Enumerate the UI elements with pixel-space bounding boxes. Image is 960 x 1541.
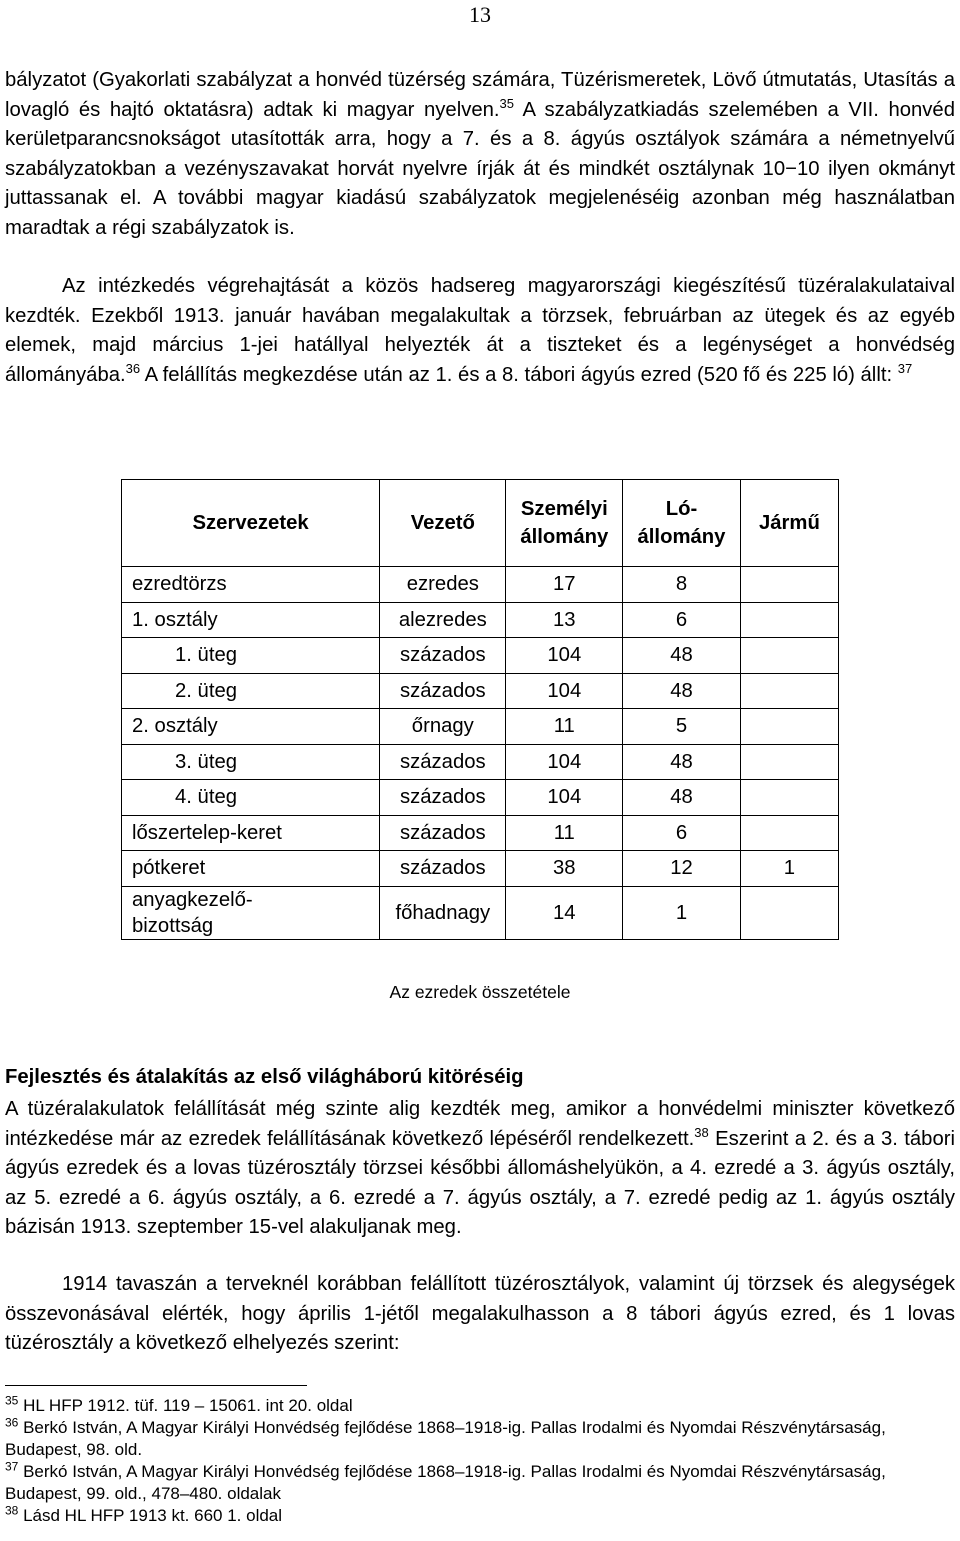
footnote-separator (5, 1385, 307, 1386)
page-number: 13 (469, 2, 491, 27)
cell-vehicles (740, 886, 838, 939)
cell-organization: ezredtörzs (122, 567, 380, 603)
body-paragraph-2 (5, 272, 955, 390)
cell-vehicles (740, 638, 838, 674)
cell-horses: 8 (623, 567, 741, 603)
cell-organization: 4. üteg (122, 780, 380, 816)
header-text: állomány (520, 526, 609, 548)
cell-leader: százados (380, 744, 506, 780)
footnote-ref[interactable]: 38 (694, 1124, 709, 1140)
header-horses (623, 480, 741, 567)
cell-leader: százados (380, 815, 506, 851)
footnote (5, 1395, 955, 1417)
cell-horses: 1 (623, 886, 741, 939)
table-row (122, 602, 839, 638)
table-row (122, 744, 839, 780)
cell-personnel: 14 (506, 886, 623, 939)
cell-organization: lőszertelep-keret (122, 815, 380, 851)
cell-personnel: 104 (506, 673, 623, 709)
cell-vehicles (740, 673, 838, 709)
cell-leader: százados (380, 851, 506, 887)
footnote-text: Berkó István, A Magyar Királyi Honvédség fejlődése 1868–1918-ig. Pallas Irodalmi és Nyomdai Részvénytársaság, Budapest, 98. old. (5, 1418, 886, 1459)
cell-horses: 48 (623, 744, 741, 780)
footnote-number: 37 (5, 1459, 19, 1474)
cell-organization (122, 886, 380, 939)
cell-text: bizottság (132, 914, 214, 937)
cell-personnel: 38 (506, 851, 623, 887)
body-paragraph-4: 1914 tavaszán a terveknél korábban felállított tüzérosztályok, valamint új törzsek és alegységek összevonásával elérték, hogy április 1-jétől megalakulhasson a 8 tábori ágyús ezred, és 1 lovas tüzérosztály a következő elhelyezés szerint: (5, 1273, 955, 1354)
cell-leader: százados (380, 673, 506, 709)
footnote-ref[interactable]: 35 (499, 95, 514, 111)
cell-personnel: 11 (506, 815, 623, 851)
header-personnel (506, 480, 623, 567)
cell-organization: 1. üteg (122, 638, 380, 674)
section-heading: Fejlesztés és átalakítás az első világháború kitöréséig (5, 1066, 524, 1088)
paragraph-text: A tüzéralakulatok felállítását még szinte alig kezdték meg, amikor a honvédelmi miniszter következő intézkedése már az ezredek felállításának következő lépéséről rendelkezett. (5, 1098, 955, 1150)
cell-horses: 6 (623, 815, 741, 851)
cell-vehicles: 1 (740, 851, 838, 887)
footnote (5, 1505, 955, 1527)
paragraph-text: A felállítás megkezdése után az 1. és a 8. tábori ágyús ezred (520 fő és 225 ló) állt: (140, 363, 898, 386)
table-row (122, 709, 839, 745)
table-row (122, 815, 839, 851)
header-vehicles: Jármű (740, 480, 838, 567)
paragraph-text: Eszerint a 2. és a 3. tábori ágyús ezredek és a lovas tüzérosztály törzsei későbbi állomáshelyükön, a 4. ezredé a 3. ágyús osztály, az 5. ezredé a 6. ágyús osztály, a 6. ezredé a 7. ágyús osztály, a 7. ezredé pedig az 1. ágyús osztály bázisán 1913. szeptember 15-vel alakuljanak meg. (5, 1127, 955, 1238)
cell-organization: 2. osztály (122, 709, 380, 745)
cell-leader: százados (380, 638, 506, 674)
cell-horses: 12 (623, 851, 741, 887)
footnote-number: 36 (5, 1415, 19, 1430)
cell-vehicles (740, 709, 838, 745)
cell-leader: ezredes (380, 567, 506, 603)
table-row (122, 673, 839, 709)
table-row (122, 886, 839, 939)
header-text: Személyi (520, 498, 608, 520)
cell-personnel: 11 (506, 709, 623, 745)
table-row (122, 851, 839, 887)
cell-personnel: 13 (506, 602, 623, 638)
footnote-text: Berkó István, A Magyar Királyi Honvédség fejlődése 1868–1918-ig. Pallas Irodalmi és Nyomdai Részvénytársaság, Budapest, 99. old., 478–480. oldalak (5, 1462, 886, 1503)
footnote-text: HL HFP 1912. tüf. 119 – 15061. int 20. oldal (23, 1396, 353, 1415)
cell-horses: 48 (623, 673, 741, 709)
cell-vehicles (740, 744, 838, 780)
footnote (5, 1461, 955, 1505)
header-text: állomány (637, 526, 726, 548)
cell-leader: százados (380, 780, 506, 816)
cell-horses: 48 (623, 780, 741, 816)
body-paragraph-3 (5, 1095, 955, 1243)
footnote (5, 1417, 955, 1461)
cell-leader: alezredes (380, 602, 506, 638)
header-text: Ló- (665, 498, 698, 520)
cell-vehicles (740, 815, 838, 851)
footnote-number: 35 (5, 1393, 19, 1408)
cell-personnel: 104 (506, 638, 623, 674)
paragraph-text: bályzatot (Gyakorlati szabályzat a honvéd tüzérség számára, Tüzérismeretek, Lövő útmutatás, Utasítás a lovagló és hajtó oktatásra) adtak ki magyar nyelven. (5, 69, 955, 121)
cell-organization: 2. üteg (122, 673, 380, 709)
table-header-row (122, 480, 839, 567)
cell-horses: 5 (623, 709, 741, 745)
header-organizations: Szervezetek (122, 480, 380, 567)
cell-vehicles (740, 602, 838, 638)
cell-horses: 48 (623, 638, 741, 674)
paragraph-text: Az intézkedés végrehajtását a közös hadsereg magyarországi kiegészítésű tüzéralakulataival kezdték. Ezekből 1913. január havában megalakultak a törzsek, februárban az ütegek és az egyéb elemek, majd március 1-jei hatállyal helyezték át a tiszteket és a legénységet a honvédség állományába. (5, 275, 955, 386)
cell-organization: pótkeret (122, 851, 380, 887)
cell-personnel: 17 (506, 567, 623, 603)
cell-text: anyagkezelő- (132, 888, 253, 911)
footnote-text: Lásd HL HFP 1913 kt. 660 1. oldal (23, 1506, 283, 1525)
cell-vehicles (740, 780, 838, 816)
cell-personnel: 104 (506, 744, 623, 780)
table-row (122, 780, 839, 816)
cell-horses: 6 (623, 602, 741, 638)
cell-vehicles (740, 567, 838, 603)
footnotes (5, 1395, 955, 1527)
table-row (122, 567, 839, 603)
cell-leader: őrnagy (380, 709, 506, 745)
footnote-number: 38 (5, 1503, 19, 1518)
cell-personnel: 104 (506, 780, 623, 816)
paragraph-text: A szabályzatkiadás szelemében a VII. honvéd kerületparancsnokságot utasították arra, hogy a 7. és a 8. ágyús osztályok számára a németnyelvű szabályzatokban a vezényszavakat horvát nyelvre írják át és mindkét osztálynak 10−10 ilyen okmányt juttassanak el. A további magyar kiadású szabályzatok megjelenéséig azonban még használatban maradtak a régi szabályzatok is. (5, 98, 955, 239)
regiment-composition-table (121, 479, 839, 940)
cell-organization: 3. üteg (122, 744, 380, 780)
cell-organization: 1. osztály (122, 602, 380, 638)
table-caption: Az ezredek összetétele (389, 982, 571, 1002)
cell-leader: főhadnagy (380, 886, 506, 939)
body-paragraph-1 (5, 66, 955, 243)
footnote-ref[interactable]: 36 (125, 360, 141, 376)
footnote-ref[interactable]: 37 (897, 360, 913, 376)
header-leader: Vezető (380, 480, 506, 567)
table-row (122, 638, 839, 674)
